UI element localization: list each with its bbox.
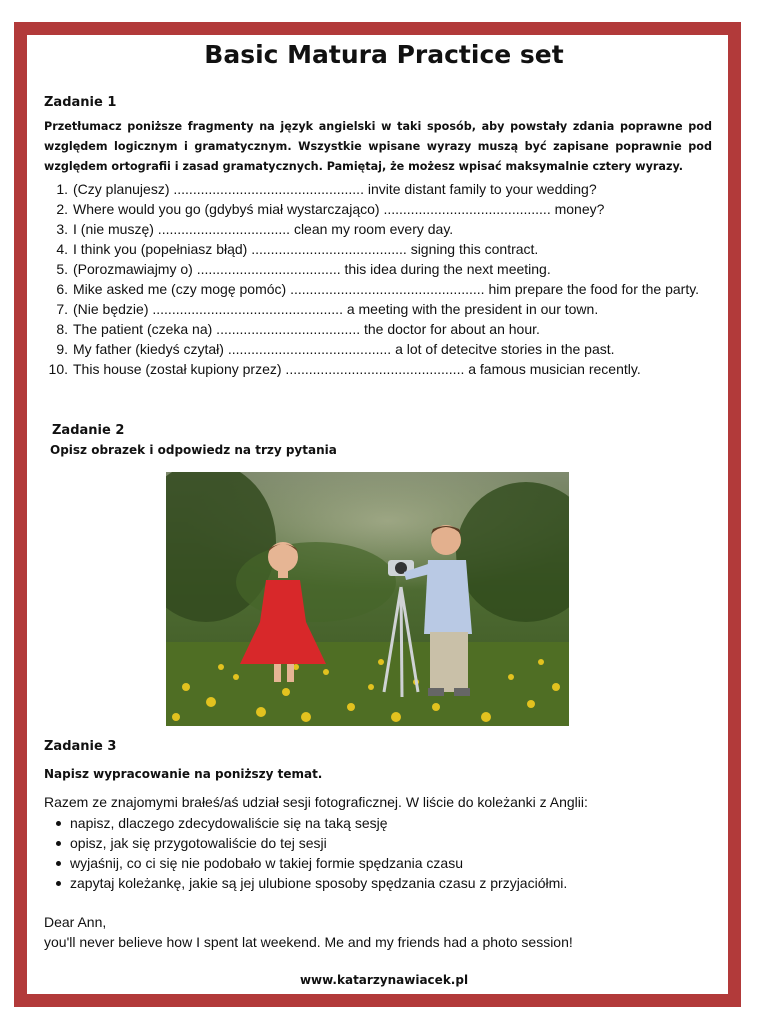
list-item: napisz, dlaczego zdecydowaliście się na taką sesję (44, 813, 712, 833)
list-item: 7. (Nie będzie) ................................................. a meeting with the president in our town. (56, 301, 599, 317)
photo-children-with-camera (166, 472, 569, 726)
task2-instructions: Opisz obrazek i odpowiedz na trzy pytania (50, 443, 337, 457)
list-item: 8. The patient (czeka na) ..................................... the doctor for about an hour. (56, 321, 540, 337)
page-title: Basic Matura Practice set (204, 40, 564, 69)
task1-instructions: Przetłumacz poniższe fragmenty na język angielski w taki sposób, aby powstały zdania poprawne pod względem logicznym i gramatycznym. Wszystkie wpisane wyrazy muszą być zapisane poprawnie pod względem ortografii i zasad gramatycznych. Pamiętaj, że możesz wpisać maksymalnie cztery wyrazy. (44, 120, 712, 173)
bullet-icon (56, 861, 61, 866)
task1-heading: Zadanie 1 (44, 95, 117, 110)
list-item: 6. Mike asked me (czy mogę pomóc) .................................................. him prepare the food for the party. (56, 281, 700, 297)
list-item: opisz, jak się przygotowaliście do tej sesji (44, 833, 712, 853)
list-item: 2. Where would you go (gdybyś miał wystarczająco) ........................................... money? (56, 201, 605, 217)
task2-heading: Zadanie 2 (52, 423, 125, 438)
list-item: 4. I think you (popełniasz błąd) ........................................ signing this contract. (56, 241, 539, 257)
bullet-icon (56, 821, 61, 826)
footer-url: www.katarzynawiacek.pl (299, 973, 469, 987)
bullet-icon (56, 881, 61, 886)
list-item: zapytaj koleżankę, jakie są jej ulubione sposoby spędzania czasu z przyjaciółmi. (44, 873, 712, 893)
task3-bullets (44, 813, 712, 893)
task1-list (44, 179, 712, 379)
list-item: 10. This house (został kupiony przez) .............................................. a famous musician recently. (48, 361, 641, 377)
list-item: 1. (Czy planujesz) ................................................. invite distant family to your wedding? (56, 181, 597, 197)
letter-opening: you'll never believe how I spent lat weekend. Me and my friends had a photo session! (44, 934, 573, 950)
list-item: 9. My father (kiedyś czytał) .......................................... a lot of detecitve stories in the past. (56, 341, 615, 357)
list-item: 5. (Porozmawiajmy o) ..................................... this idea during the next meeting. (56, 261, 551, 277)
letter-greeting: Dear Ann, (44, 914, 107, 930)
list-item: 3. I (nie muszę) .................................. clean my room every day. (56, 221, 454, 237)
bullet-icon (56, 841, 61, 846)
task3-instructions: Napisz wypracowanie na poniższy temat. (44, 767, 323, 781)
task3-intro: Razem ze znajomymi brałeś/aś udział sesji fotograficznej. W liście do koleżanki z Anglii: (44, 794, 588, 810)
list-item: wyjaśnij, co ci się nie podobało w takiej formie spędzania czasu (44, 853, 712, 873)
task3-heading: Zadanie 3 (44, 739, 117, 754)
